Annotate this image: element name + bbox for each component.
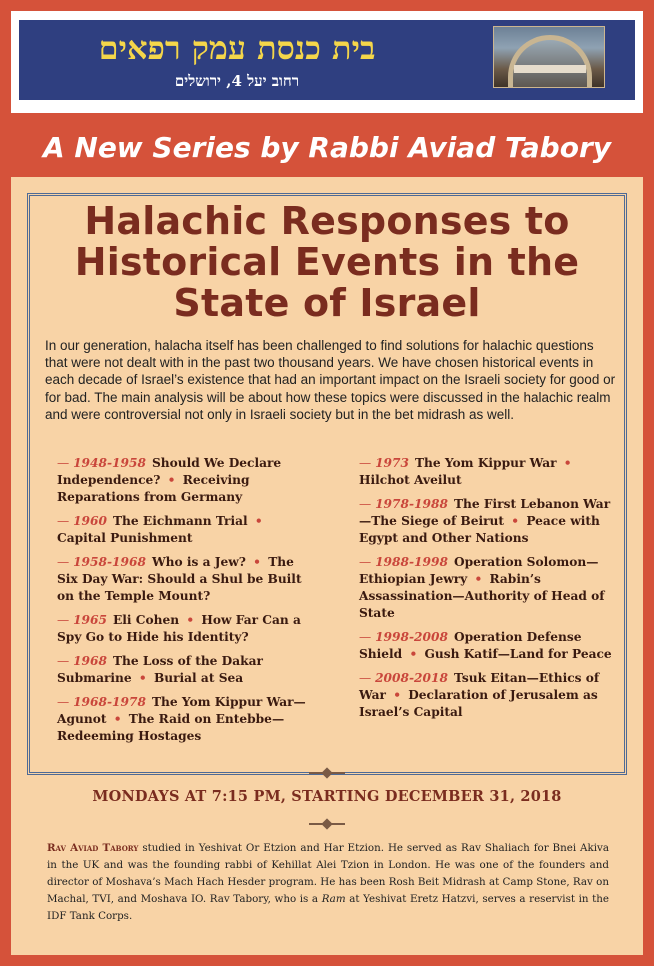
topic-text: Who is a Jew? xyxy=(151,555,246,569)
dash-icon: — xyxy=(57,613,74,627)
topic-item xyxy=(359,629,619,663)
bullet-icon: • xyxy=(470,572,487,586)
topic-text: Gush Katif—Land for Peace xyxy=(424,647,612,661)
synagogue-photo xyxy=(493,26,605,88)
main-title xyxy=(29,201,625,324)
bio-text: at Yeshivat Eretz Hatzvi, serves a reservist in the IDF Tank Corps. xyxy=(47,893,610,922)
main-title-line: Historical Events in the xyxy=(74,240,580,284)
topic-item xyxy=(359,670,619,721)
topic-item xyxy=(359,554,619,622)
bullet-icon: • xyxy=(134,671,151,685)
synagogue-header xyxy=(19,20,635,100)
dash-icon: — xyxy=(359,671,376,685)
intro-paragraph: In our generation, halacha itself has been challenged to find solutions for halachic questions that were not dealt with in the past two thousand years. We have chosen historical events in each decade of Israel’s existence that had an important impact on the Israeli society for good or for bad. The main analysis will be about how these topics were discussed in the halachic realm and were controversial not only in Israeli society but in the bet midrash as well. xyxy=(45,338,616,422)
topic-item xyxy=(359,455,619,489)
topic-year: 1988-1998 xyxy=(375,555,448,569)
topic-year: 1960 xyxy=(73,514,107,528)
topic-text: Tsuk Eitan—Ethics of War xyxy=(359,671,600,702)
main-title-line: Halachic Responses to xyxy=(84,199,570,243)
bullet-icon: • xyxy=(163,473,180,487)
topic-item xyxy=(359,496,619,547)
synagogue-name: בית כנסת עמק רפאים xyxy=(98,29,376,67)
topic-text: The First Lebanon War—The Siege of Beirut xyxy=(359,497,611,528)
topic-year: 1968-1978 xyxy=(73,695,146,709)
topic-year: 1968 xyxy=(73,654,107,668)
dash-icon: — xyxy=(57,555,74,569)
topic-text: The Loss of the Dakar Submarine xyxy=(57,654,263,685)
topic-text: Capital Punishment xyxy=(57,531,193,545)
topic-item xyxy=(57,694,307,745)
dash-icon: — xyxy=(359,555,376,569)
divider-ornament xyxy=(309,769,345,777)
schedule-line: MONDAYS AT 7:15 PM, STARTING DECEMBER 31, 2018 xyxy=(92,788,562,805)
topic-text: Operation Defense Shield xyxy=(359,630,582,661)
dash-icon: — xyxy=(57,514,74,528)
bullet-icon: • xyxy=(109,712,126,726)
arch-shape xyxy=(508,35,592,88)
topic-text: Peace with Egypt and Other Nations xyxy=(359,514,600,545)
topic-text: How Far Can a Spy Go to Hide his Identity? xyxy=(57,613,301,644)
topic-year: 1958-1968 xyxy=(73,555,146,569)
topic-text: Eli Cohen xyxy=(112,613,180,627)
topic-year: 1948-1958 xyxy=(73,456,146,470)
topic-item xyxy=(57,653,307,687)
topic-text: Hilchot Aveilut xyxy=(359,473,462,487)
topics-right-column xyxy=(359,455,619,728)
series-title: A New Series by Rabbi Aviad Tabory xyxy=(42,131,612,164)
topic-text: The Raid on Entebbe—Redeeming Hostages xyxy=(57,712,285,743)
topic-year: 1965 xyxy=(73,613,107,627)
bio-ram: Ram xyxy=(321,893,346,905)
topic-year: 2008-2018 xyxy=(375,671,448,685)
topic-text: Rabin’s Assassination—Authority of Head of State xyxy=(359,572,605,620)
topic-year: 1978-1988 xyxy=(375,497,448,511)
speaker-bio xyxy=(47,840,609,925)
divider-ornament xyxy=(309,820,345,828)
topic-text: Declaration of Jerusalem as Israel’s Capital xyxy=(359,688,598,719)
synagogue-address: רחוב יעל 4, ירושלים xyxy=(174,72,300,90)
topics-left-column xyxy=(57,455,307,752)
topic-item xyxy=(57,612,307,646)
dash-icon: — xyxy=(359,456,376,470)
bullet-icon: • xyxy=(248,555,266,569)
bullet-icon: • xyxy=(405,647,422,661)
topic-year: 1973 xyxy=(375,456,409,470)
bullet-icon: • xyxy=(250,514,263,528)
topic-text: Should We Declare Independence? xyxy=(57,456,282,487)
dash-icon: — xyxy=(57,695,74,709)
topic-item xyxy=(57,513,307,547)
dash-icon: — xyxy=(57,654,74,668)
bullet-icon: • xyxy=(507,514,524,528)
bullet-icon: • xyxy=(182,613,199,627)
dash-icon: — xyxy=(359,497,376,511)
topic-text: Receiving Reparations from Germany xyxy=(57,473,250,504)
topic-item xyxy=(57,554,307,605)
bullet-icon: • xyxy=(388,688,406,702)
topic-year: 1998-2008 xyxy=(375,630,448,644)
topic-text: The Yom Kippur War xyxy=(414,456,557,470)
speaker-name: Rav Aviad Tabory xyxy=(47,842,139,854)
topic-text: The Six Day War: Should a Shul be Built on the Temple Mount? xyxy=(57,555,302,603)
dash-icon: — xyxy=(57,456,74,470)
topic-text: Operation Solomon—Ethiopian Jewry xyxy=(359,555,599,586)
bio-text: studied in Yeshivat Or Etzion and Har Etzion. He served as Rav Shaliach for Bnei Akiva in the UK and was the founding rabbi of Kehillat Alei Tzion in London. He was one of the founders and director of Moshava’s Mach Hach Hesder program. He has been Rosh Beit Midrash at Camp Stone, Rav on Machal, TVI, and Moshava IO. Rav Tabory, who is a xyxy=(47,842,609,905)
main-title-line: State of Israel xyxy=(173,281,481,325)
dash-icon: — xyxy=(359,630,376,644)
topic-text: The Eichmann Trial xyxy=(112,514,248,528)
sign-shape xyxy=(514,65,586,73)
topic-text: The Yom Kippur War—Agunot xyxy=(57,695,306,726)
header-band xyxy=(11,11,643,113)
topic-item xyxy=(57,455,307,506)
bullet-icon: • xyxy=(559,456,572,470)
content-panel xyxy=(11,177,643,955)
topic-text: Burial at Sea xyxy=(153,671,244,685)
